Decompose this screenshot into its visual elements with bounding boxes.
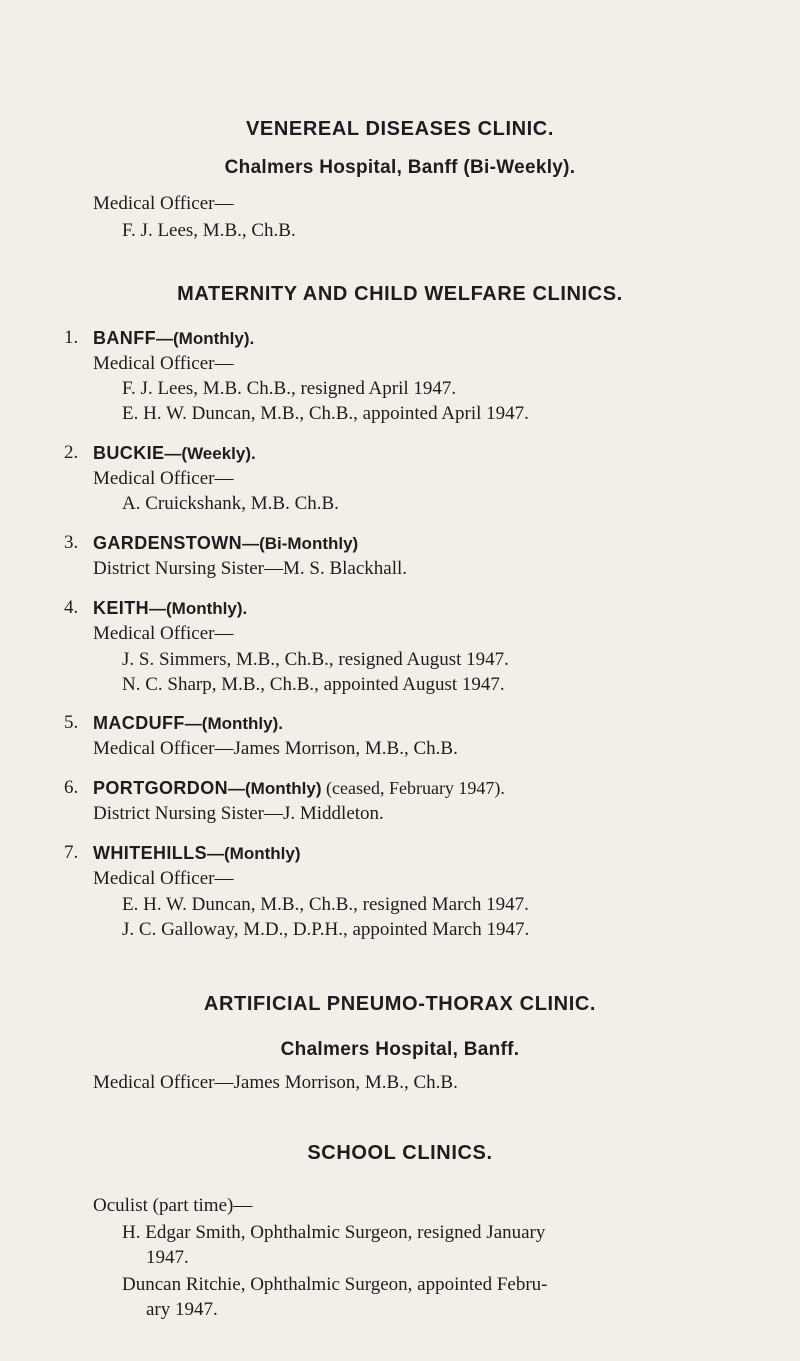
clinic-heading [93, 327, 254, 350]
clinic-number: 7. [64, 842, 79, 863]
clinic-number: 4. [64, 597, 79, 618]
oculist-label: Oculist (part time)— [93, 1195, 253, 1216]
vd-officer-label: Medical Officer— [93, 193, 234, 214]
clinic-note: (ceased, February 1947). [321, 778, 505, 798]
clinic-name: BUCKIE [93, 443, 165, 463]
clinic-number: 6. [64, 777, 79, 798]
vd-subtitle: Chalmers Hospital, Banff (Bi-Weekly). [224, 157, 576, 178]
oculist-entry-1-cont: 1947. [146, 1247, 189, 1268]
clinic-heading [93, 442, 256, 465]
clinic-officer-line: J. C. Galloway, M.D., D.P.H., appointed March 1947. [122, 919, 530, 940]
clinic-officer-line: J. S. Simmers, M.B., Ch.B., resigned August 1947. [122, 649, 509, 670]
clinic-frequency: —(Monthly). [149, 599, 248, 618]
clinic-name: MACDUFF [93, 713, 185, 733]
clinic-heading [93, 777, 505, 800]
clinic-officer-line: E. H. W. Duncan, M.B., Ch.B., appointed April 1947. [122, 403, 529, 424]
clinic-frequency: —(Monthly) [207, 844, 301, 863]
oculist-entry-2-cont: ary 1947. [146, 1299, 218, 1320]
clinic-name: BANFF [93, 328, 156, 348]
apt-title: ARTIFICIAL PNEUMO-THORAX CLINIC. [203, 993, 597, 1015]
apt-subtitle: Chalmers Hospital, Banff. [280, 1039, 520, 1060]
oculist-entry-1: H. Edgar Smith, Ophthalmic Surgeon, resigned January [122, 1222, 546, 1243]
clinic-officer-label: Medical Officer— [93, 623, 234, 644]
apt-officer: Medical Officer—James Morrison, M.B., Ch.B. [93, 1072, 458, 1093]
clinic-heading [93, 532, 358, 555]
clinic-number: 1. [64, 327, 79, 348]
vd-officer-name: F. J. Lees, M.B., Ch.B. [122, 220, 296, 241]
clinic-frequency: —(Weekly). [164, 444, 256, 463]
clinic-officer-label: Medical Officer— [93, 468, 234, 489]
clinic-name: KEITH [93, 598, 149, 618]
clinic-heading [93, 712, 283, 735]
clinic-officer-label: Medical Officer—James Morrison, M.B., Ch.B. [93, 738, 458, 759]
clinic-officer-line: F. J. Lees, M.B. Ch.B., resigned April 1947. [122, 378, 457, 399]
clinic-nursing-sister: District Nursing Sister—M. S. Blackhall. [93, 558, 408, 579]
clinic-frequency: —(Monthly). [184, 714, 283, 733]
vd-title: VENEREAL DISEASES CLINIC. [245, 118, 555, 140]
clinic-heading [93, 597, 247, 620]
clinic-frequency: —(Monthly). [156, 329, 255, 348]
clinic-name: WHITEHILLS [93, 843, 207, 863]
clinic-heading [93, 842, 300, 865]
maternity-title: MATERNITY AND CHILD WELFARE CLINICS. [177, 283, 623, 305]
clinic-number: 3. [64, 532, 79, 553]
clinic-frequency: —(Bi-Monthly) [242, 534, 359, 553]
clinic-frequency: —(Monthly) [228, 779, 322, 798]
clinic-number: 5. [64, 712, 79, 733]
clinic-officer-label: Medical Officer— [93, 353, 234, 374]
clinic-officer-label: Medical Officer— [93, 868, 234, 889]
clinic-officer-line: A. Cruickshank, M.B. Ch.B. [122, 493, 339, 514]
clinic-name: GARDENSTOWN [93, 533, 243, 553]
clinic-number: 2. [64, 442, 79, 463]
clinic-nursing-sister: District Nursing Sister—J. Middleton. [93, 803, 384, 824]
clinic-officer-line: N. C. Sharp, M.B., Ch.B., appointed August 1947. [122, 674, 505, 695]
school-title: SCHOOL CLINICS. [307, 1142, 493, 1164]
oculist-entry-2: Duncan Ritchie, Ophthalmic Surgeon, appointed Febru- [122, 1274, 548, 1295]
clinic-name: PORTGORDON [93, 778, 229, 798]
clinic-officer-line: E. H. W. Duncan, M.B., Ch.B., resigned March 1947. [122, 894, 529, 915]
